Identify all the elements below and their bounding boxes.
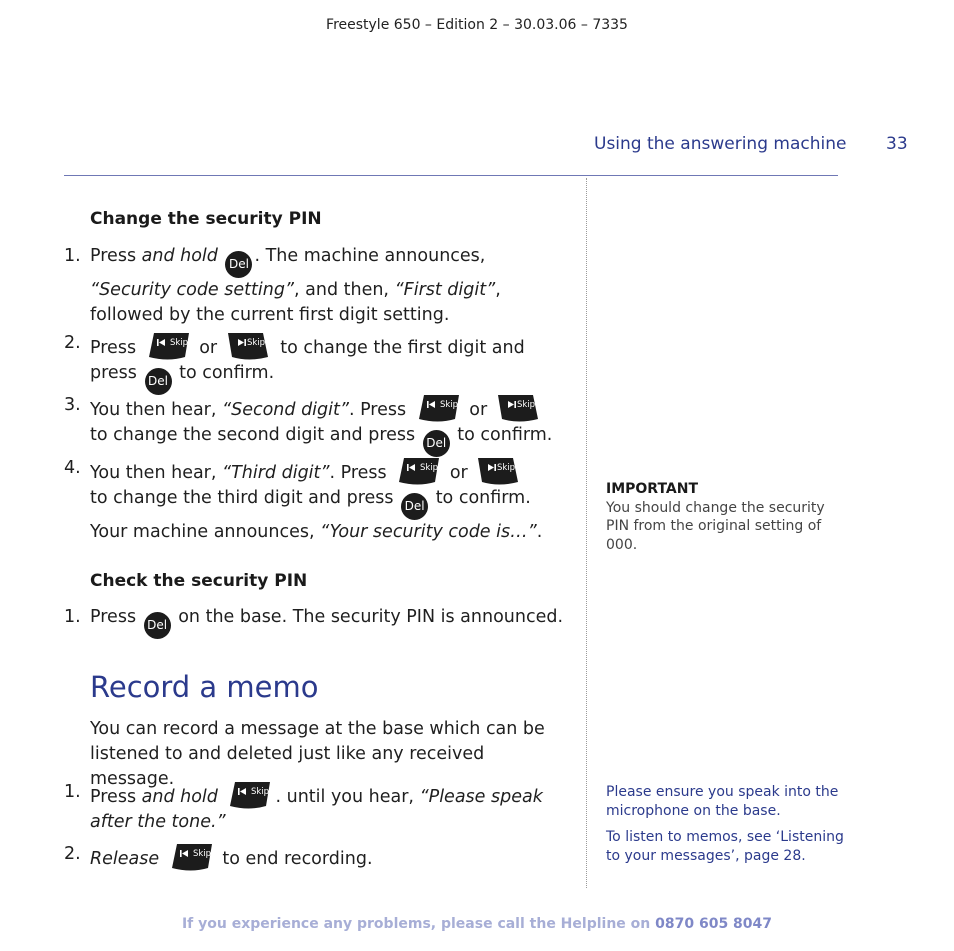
text: and hold [141,246,218,266]
skip-back-icon [145,331,191,361]
change-pin-step-3 [64,393,564,457]
svg-text:Skip: Skip [439,400,458,410]
quote: “First digit” [394,280,496,300]
skip-back-icon [168,842,214,872]
check-pin-heading: Check the security PIN [90,571,308,591]
text: Release [90,849,160,869]
record-memo-title: Record a memo [90,670,319,704]
important-note [606,480,846,554]
helpline-number: 0870 605 8047 [655,916,773,932]
change-pin-heading: Change the security PIN [90,209,322,229]
text: to confirm. [457,425,553,445]
svg-text:Skip: Skip [246,338,265,348]
svg-text:Skip: Skip [251,787,270,797]
change-pin-step-1 [64,244,564,328]
quote: “Please speak after the tone.” [90,787,543,832]
step-number: 3. [64,395,81,415]
important-heading: IMPORTANT [606,481,699,497]
skip-back-icon [415,393,461,423]
step-number: 2. [64,333,81,353]
step-number: 4. [64,458,81,478]
skip-forward-icon [496,393,542,423]
page-number: 33 [886,134,908,154]
del-button-icon: Del [145,368,172,395]
footer-helpline [0,916,954,932]
step-number: 1. [64,782,81,802]
step-number: 2. [64,844,81,864]
text: , followed by the current first digit setting. [90,280,501,325]
quote: “Your security code is…” [320,522,537,542]
svg-text:Skip: Skip [516,400,535,410]
text: . [536,522,543,542]
svg-text:Skip: Skip [497,463,516,473]
text: Press [90,338,137,358]
text: Press [90,246,137,266]
text: and hold [141,787,218,807]
quote: “Second digit” [222,400,349,420]
quote: “Third digit” [222,463,330,483]
text: to end recording. [222,849,373,869]
del-button-icon: Del [401,493,428,520]
side-note-listening: To listen to memos, see ‘Listening to your messages’, page 28. [606,829,844,864]
text: You then hear, [90,400,217,420]
quote: “Security code setting” [90,280,294,300]
step-number: 1. [64,607,81,627]
side-note-microphone: Please ensure you speak into the microphone on the base. [606,784,839,819]
text: . Press [329,463,387,483]
check-pin-step-1 [64,605,564,639]
change-pin-step-4 [64,456,564,545]
text: to change the first digit and press [90,338,525,383]
section-title: Using the answering machine [594,134,847,154]
text: or [469,400,488,420]
important-text: You should change the security PIN from the original setting of 000. [606,499,825,553]
text: , and then, [294,280,389,300]
column-divider [586,178,587,888]
text: or [449,463,468,483]
svg-text:Skip: Skip [169,338,188,348]
text: to change the second digit and press [90,425,416,445]
skip-forward-icon [226,331,272,361]
del-button-icon: Del [423,430,450,457]
text: Press [90,787,137,807]
change-pin-step-2 [64,331,564,395]
memo-step-1 [64,780,564,835]
text: on the base. The security PIN is announced. [178,607,564,627]
skip-forward-icon [476,456,522,486]
text: Press [90,607,137,627]
skip-back-icon [226,780,272,810]
text: to confirm. Your machine announces, [90,488,531,542]
text: You then hear, [90,463,217,483]
text: . Press [348,400,407,420]
text: . until you hear, [275,787,414,807]
header-rule [64,175,838,176]
record-memo-intro: You can record a message at the base which can be listened to and deleted just like any received message. [90,719,545,789]
text: to change the third digit and press [90,488,394,508]
svg-text:Skip: Skip [420,463,439,473]
edition-line: Freestyle 650 – Edition 2 – 30.03.06 – 7335 [326,17,628,33]
step-number: 1. [64,246,81,266]
text: to confirm. [179,363,275,383]
del-button-icon: Del [225,251,252,278]
text: . The machine announces, [254,246,486,266]
text: or [199,338,218,358]
memo-step-2 [64,842,564,872]
svg-text:Skip: Skip [192,849,211,859]
del-button-icon: Del [144,612,171,639]
skip-back-icon [395,456,441,486]
footer-text: If you experience any problems, please call the Helpline on [181,916,651,932]
